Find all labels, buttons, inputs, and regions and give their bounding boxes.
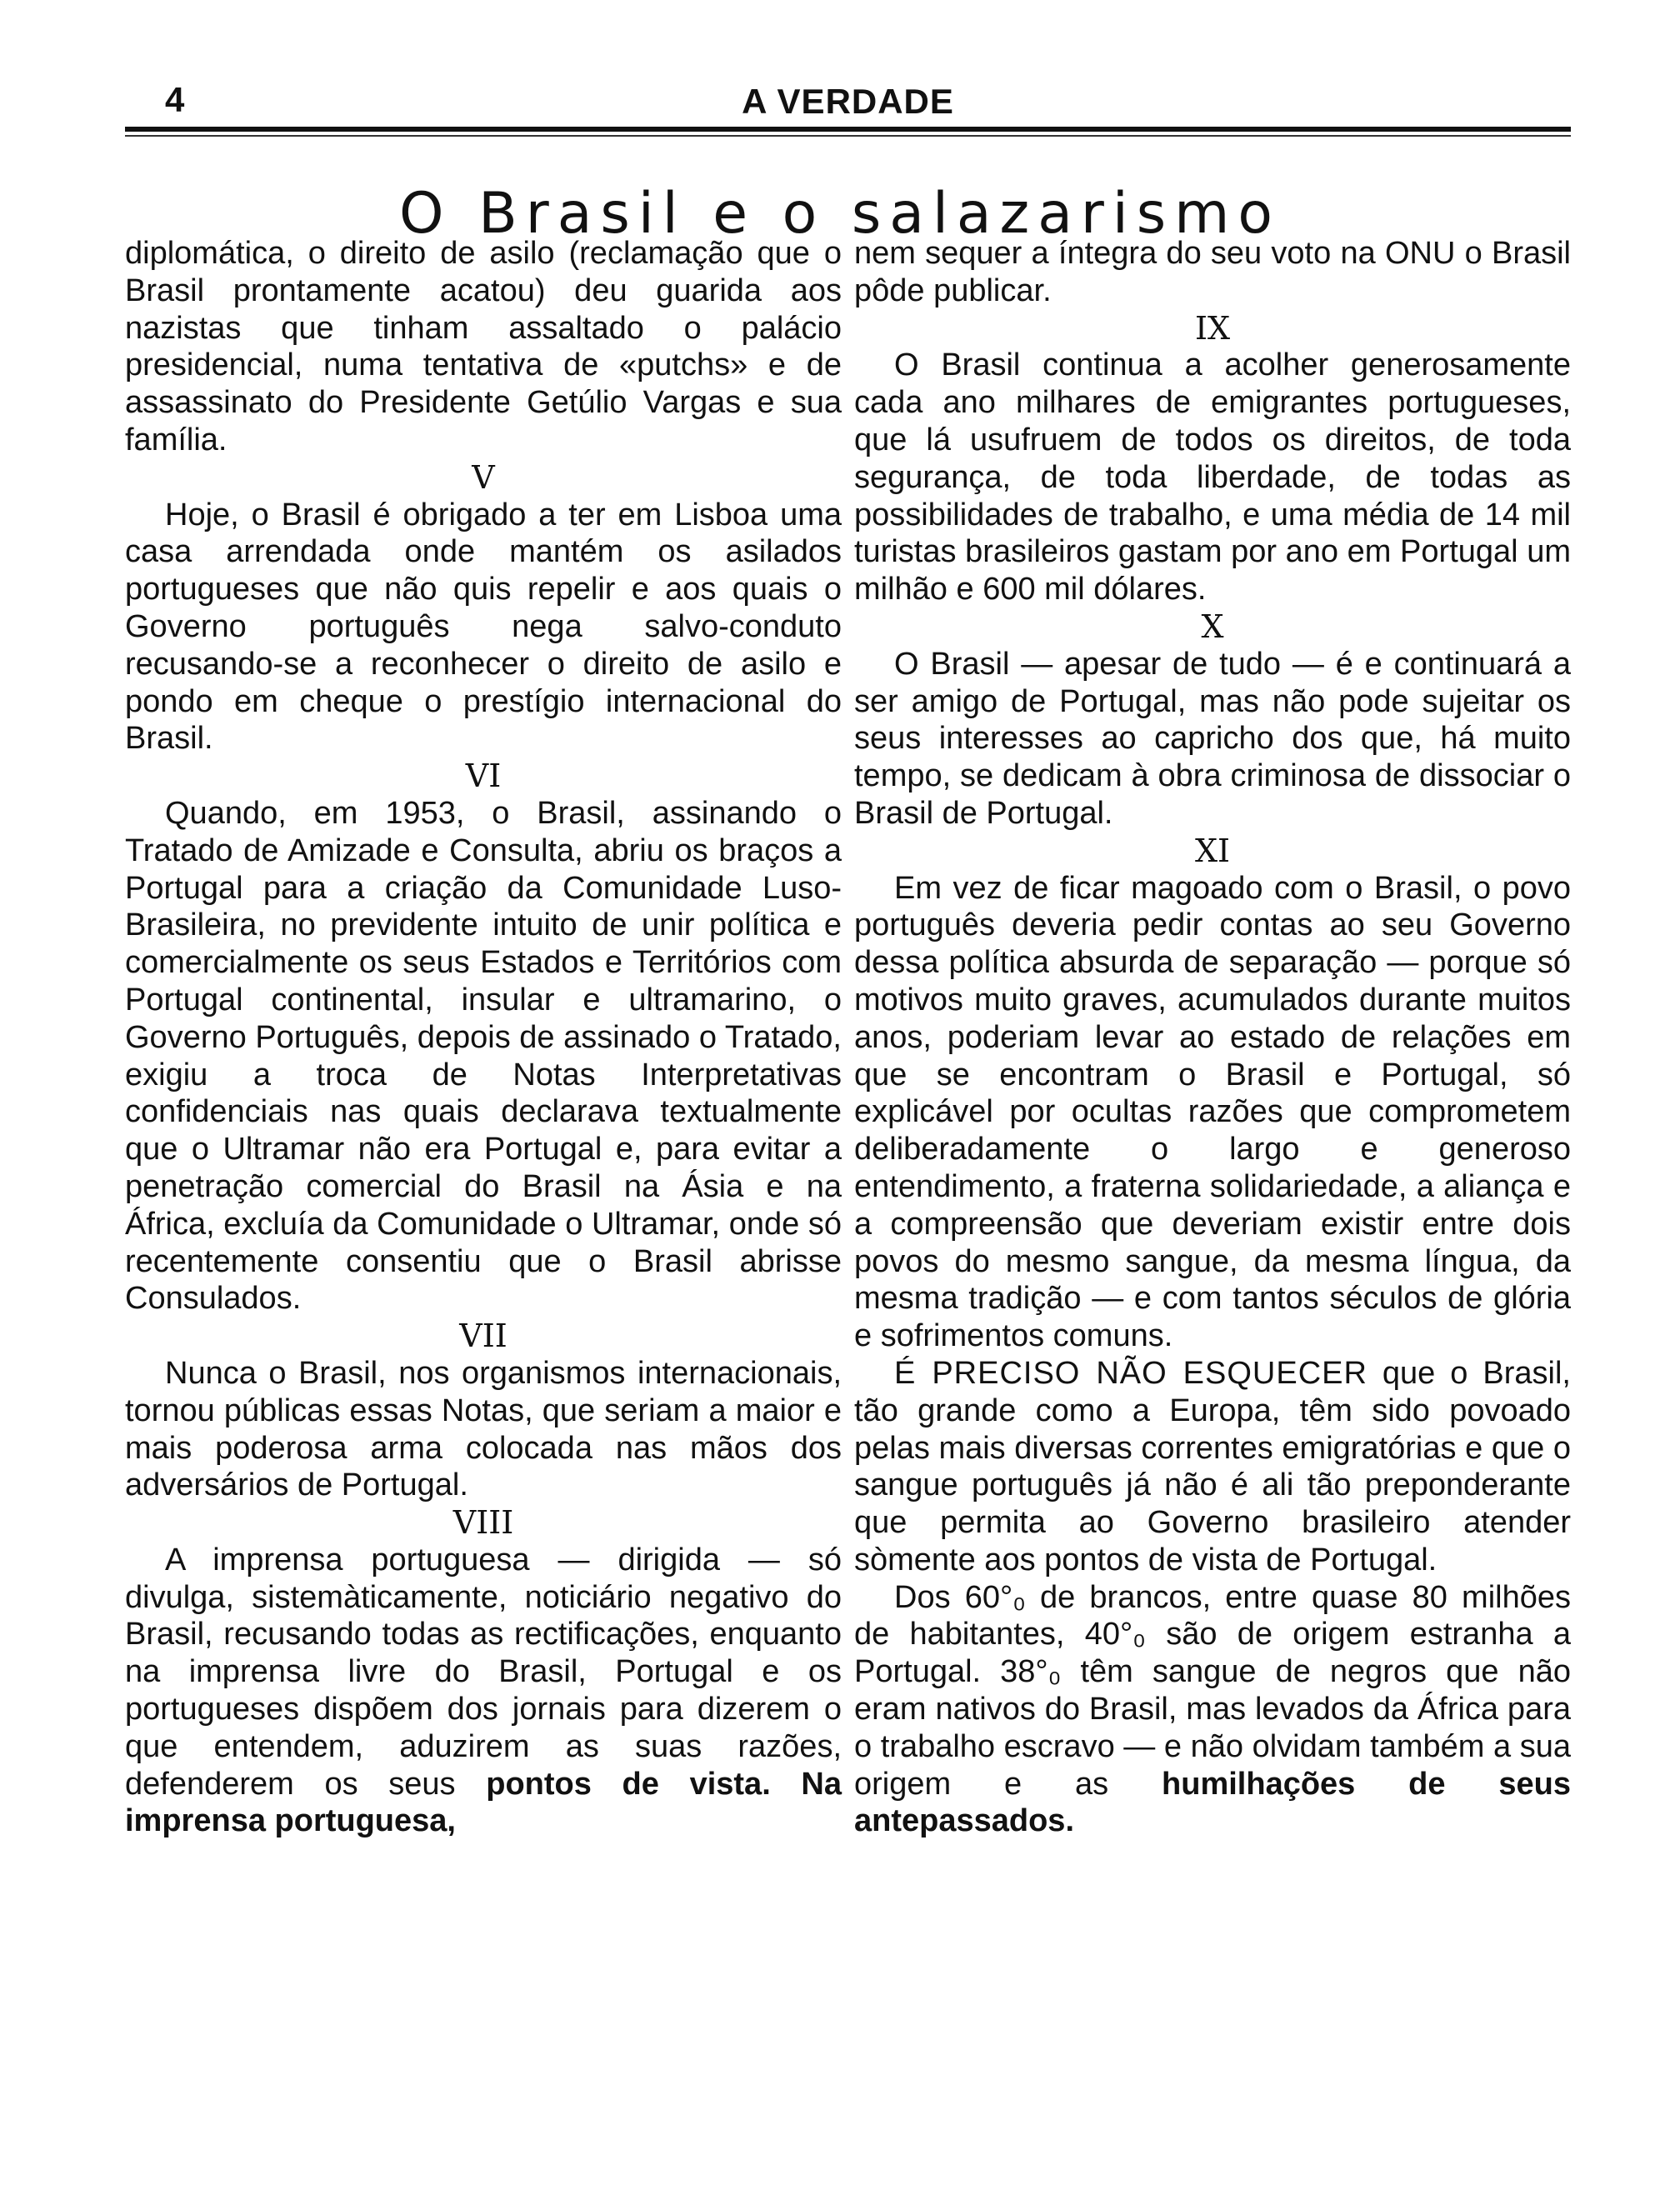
section-numeral-viii: VIII xyxy=(452,1504,514,1542)
section-viii-text-main: A imprensa portuguesa — dirigida — só divulga, sistemàticamente, noticiário negativo do Brasil, recusando todas as rectificações, enquanto na imprensa livre do Brasil, Portugal e os portugueses dispõem dos jornais para dizerem o que entendem, aduzirem as suas razões, defenderem os seus xyxy=(125,1542,842,1802)
section-x-text: O Brasil — apesar de tudo — é e continuará a ser amigo de Portugal, mas não pode sujeitar os seus interesses ao capricho dos que, há muito tempo, se dedicam à obra criminosa de dissociar o Brasil de Portugal. xyxy=(854,646,1571,831)
section-xi-text: Em vez de ficar magoado com o Brasil, o povo português deveria pedir contas ao seu Governo dessa política absurda de separação — porque só motivos muito graves, acumulados durante muitos anos, poderiam levar ao estado de relações em que se encontram o Brasil e Portugal, só explicável por ocultas razões que comprometem deliberadamente o largo e generoso entendimento, a fraterna solidariedade, a aliança e a compreensão que deveriam existir entre dois povos do mesmo sangue, da mesma língua, da mesma tradição — e com tantos séculos de glória e sofrimentos comuns. xyxy=(854,870,1571,1354)
newspaper-name: A VERDADE xyxy=(742,82,954,121)
page-number: 4 xyxy=(165,80,185,119)
section-vii-text: Nunca o Brasil, nos organismos internacionais, tornou públicas essas Notas, que seriam a maior e mais poderosa arma colocada nas mãos dos adversários de Portugal. xyxy=(125,1355,842,1503)
statistics-text-bold: humilhações de seus antepassados. xyxy=(854,1766,1571,1839)
section-viii-text xyxy=(125,1542,842,1840)
emphasis-caps: É PRECISO NÃO ESQUECER xyxy=(894,1355,1368,1391)
paragraph-continued: diplomática, o direito de asilo (reclamação que o Brasil prontamente acatou) deu guarida aos nazistas que tinham assaltado o palácio presidencial, numa tentativa de «putchs» e de assassinato do Presidente Getúlio Vargas e sua família. xyxy=(125,236,842,458)
section-ix-text: O Brasil continua a acolher generosamente cada ano milhares de emigrantes portugueses, que lá usufruem de todos os direitos, de toda segurança, de toda liberdade, de todas as possibilidades de trabalho, e uma média de 14 mil turistas brasileiros gastam por ano em Portugal um milhão e 600 mil dólares. xyxy=(854,348,1571,608)
right-column xyxy=(854,235,1571,1840)
emphasis-rest: que o Brasil, tão grande como a Europa, têm sido povoado pelas mais diversas correntes emigratórias e que o sangue português já não é ali tão preponderante que permita ao Governo brasileiro atender sòmente aos pontos de vista de Portugal. xyxy=(854,1355,1571,1578)
paragraph-statistics xyxy=(854,1579,1571,1841)
page-header xyxy=(125,77,1571,127)
statistics-text-main: Dos 60°₀ de brancos, entre quase 80 milhões de habitantes, 40°₀ são de origem estranha a Portugal. 38°₀ têm sangue de negros que não eram nativos do Brasil, mas levados da África para o trabalho escravo — e não olvidam também a sua origem e as xyxy=(854,1579,1571,1802)
section-numeral-xi: XI xyxy=(1194,832,1231,869)
paragraph-continued-right: nem sequer a íntegra do seu voto na ONU o Brasil pôde publicar. xyxy=(854,236,1571,308)
section-vi-text: Quando, em 1953, o Brasil, assinando o Tratado de Amizade e Consulta, abriu os braços a Portugal para a criação da Comunidade Luso-Brasileira, no previdente intuito de unir política e comercialmente os seus Estados e Territórios com Portugal continental, insular e ultramarino, o Governo Português, depois de assinado o Tratado, exigiu a troca de Notas Interpretativas confidenciais nas quais declarava textualmente que o Ultramar não era Portugal e, para evitar a penetração comercial do Brasil na Ásia e na África, excluía da Comunidade o Ultramar, onde só recentemente consentiu que o Brasil abrisse Consulados. xyxy=(125,795,842,1317)
section-numeral-vi: VI xyxy=(465,758,502,795)
section-numeral-vii: VII xyxy=(459,1318,508,1355)
paragraph-emphasis xyxy=(854,1355,1571,1579)
section-numeral-x: X xyxy=(1201,608,1224,645)
header-rule-thin xyxy=(125,135,1571,137)
section-numeral-ix: IX xyxy=(1194,309,1231,347)
section-v-text: Hoje, o Brasil é obrigado a ter em Lisboa uma casa arrendada onde mantém os asilados portugueses que não quis repelir e aos quais o Governo português nega salvo-conduto recusando-se a reconhecer o direito de asilo e pondo em cheque o prestígio internacional do Brasil. xyxy=(125,497,842,757)
left-column xyxy=(125,235,842,1840)
article-headline: O Brasil e o salazarismo xyxy=(398,180,1282,247)
section-numeral-v: V xyxy=(472,458,495,496)
section-viii-text-bold: pontos de vista. Na imprensa portuguesa, xyxy=(125,1766,842,1839)
header-rule xyxy=(125,127,1571,132)
